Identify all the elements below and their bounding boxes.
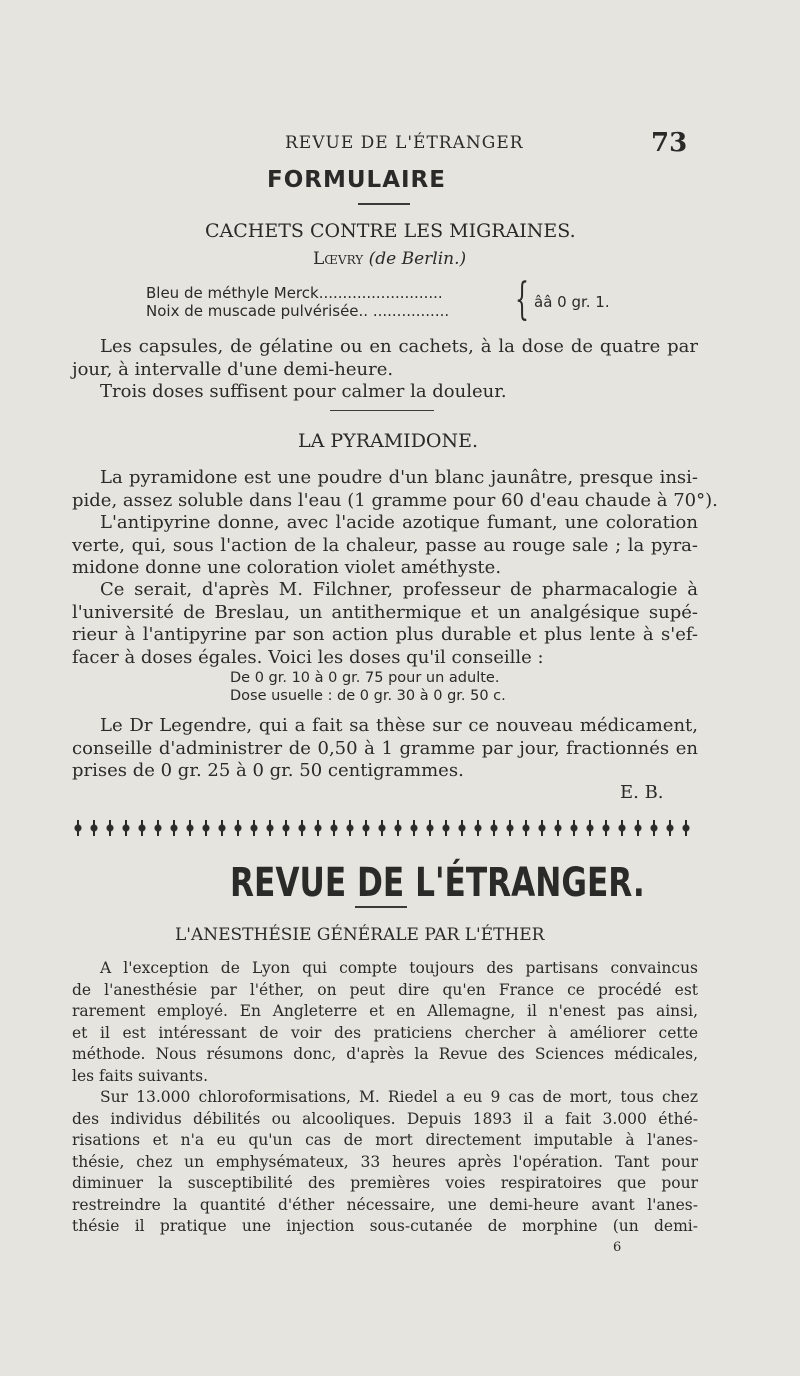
text-line: L'antipyrine donne, avec l'acide azotique fumant, une coloration [100, 512, 698, 533]
divider [358, 203, 410, 205]
formula-ingredients [146, 284, 449, 320]
heading-migraines: CACHETS CONTRE LES MIGRAINES. [205, 220, 576, 242]
paragraph-capsules [72, 336, 698, 404]
paragraph-anesthesie-2 [72, 1087, 698, 1238]
text-line: Sur 13.000 chloroformisations, M. Riedel a eu 9 cas de mort, tous chez [100, 1088, 698, 1106]
text-line: La pyramidone est une poudre d'un blanc jaunâtre, presque insi- [100, 467, 698, 488]
ornamental-border [70, 820, 695, 836]
text-line: pide, assez soluble dans l'eau (1 gramme pour 60 d'eau chaude à 70°). [72, 489, 718, 511]
signature: E. B. [620, 782, 664, 803]
divider [330, 410, 434, 411]
author-line [313, 249, 466, 269]
heading-anesthesie: L'ANESTHÉSIE GÉNÉRALE PAR L'ÉTHER [175, 925, 545, 945]
text-line: et il est intéressant de voir des praticiens chercher à améliorer cette [72, 1023, 698, 1042]
ingredient-1: Bleu de méthyle Merck.......................... [146, 284, 443, 302]
running-head: REVUE DE L'ÉTRANGER [285, 133, 524, 153]
dose-line: De 0 gr. 10 à 0 gr. 75 pour un adulte. [230, 670, 500, 686]
paragraph-pyramidone-1 [72, 467, 718, 512]
text-line: l'université de Breslau, un antithermique et un analgésique supé- [72, 601, 698, 623]
text-line: jour, à intervalle d'une demi-heure. [72, 358, 394, 380]
signature-mark: 6 [613, 1240, 622, 1255]
text-line: de l'anesthésie par l'éther, on peut dire qu'en France ce procédé est [72, 980, 698, 999]
text-line: risations et n'a eu qu'un cas de mort directement imputable à l'anes- [72, 1131, 698, 1149]
text-line: Le Dr Legendre, qui a fait sa thèse sur ce nouveau médicament, [100, 715, 698, 736]
ingredient-2: Noix de muscade pulvérisée.. ................ [146, 302, 450, 320]
text-line: diminuer la susceptibilité des premières voies respiratoires que pour [72, 1174, 698, 1192]
text-line: midone donne une coloration violet améthyste. [72, 557, 502, 578]
text-line: thésie, chez un emphysémateux, 33 heures après l'opération. Tant pour [72, 1152, 698, 1171]
text-line: Ce serait, d'après M. Filchner, professeur de pharmacalogie à [100, 579, 698, 600]
text-line: thésie il pratique une injection sous-cutanée de morphine (un demi- [72, 1217, 698, 1235]
text-line: Trois doses suffisent pour calmer la douleur. [100, 381, 507, 402]
text-line: restreindre la quantité d'éther nécessaire, une demi-heure avant l'anes- [72, 1195, 698, 1214]
brace-icon: { [515, 274, 529, 325]
text-line: les faits suivants. [72, 1066, 209, 1085]
author-place: (de Berlin.) [368, 249, 467, 269]
text-line: méthode. Nous résumons donc, d'après la Revue des Sciences médicales, [72, 1045, 698, 1063]
heading-pyramidone: LA PYRAMIDONE. [298, 430, 479, 452]
text-line: verte, qui, sous l'action de la chaleur, passe au rouge sale ; la pyra- [72, 534, 698, 556]
text-line: conseille d'administrer de 0,50 à 1 gramme par jour, fractionnés en [72, 737, 698, 759]
paragraph-pyramidone-3 [72, 579, 698, 669]
text-line: des individus débilités ou alcooliques. Depuis 1893 il a fait 3.000 éthé- [72, 1109, 698, 1128]
section-title-formulaire: FORMULAIRE [267, 167, 446, 193]
paragraph-pyramidone-2 [72, 512, 698, 580]
paragraph-anesthesie-1 [72, 958, 698, 1087]
page-number: 73 [651, 128, 688, 158]
text-line: facer à doses égales. Voici les doses qu'il conseille : [72, 646, 544, 668]
text-line: A l'exception de Lyon qui compte toujours des partisans convaincus [100, 959, 698, 977]
divider [355, 906, 407, 908]
text-line: prises de 0 gr. 25 à 0 gr. 50 centigrammes. [72, 760, 464, 781]
text-line: rieur à l'antipyrine par son action plus durable et plus lente à s'ef- [72, 624, 698, 645]
dose-line: Dose usuelle : de 0 gr. 30 à 0 gr. 50 c. [230, 688, 506, 704]
text-line: rarement employé. En Angleterre et en Allemagne, il n'enest pas ainsi, [72, 1002, 698, 1020]
text-line: Les capsules, de gélatine ou en cachets, à la dose de quatre par [100, 336, 698, 357]
formula-dose: ââ 0 gr. 1. [534, 293, 610, 311]
paragraph-legendre [72, 715, 698, 783]
author-name: Lœvry [313, 249, 364, 269]
section-title-revue: REVUE DE L'ÉTRANGER. [230, 860, 645, 906]
